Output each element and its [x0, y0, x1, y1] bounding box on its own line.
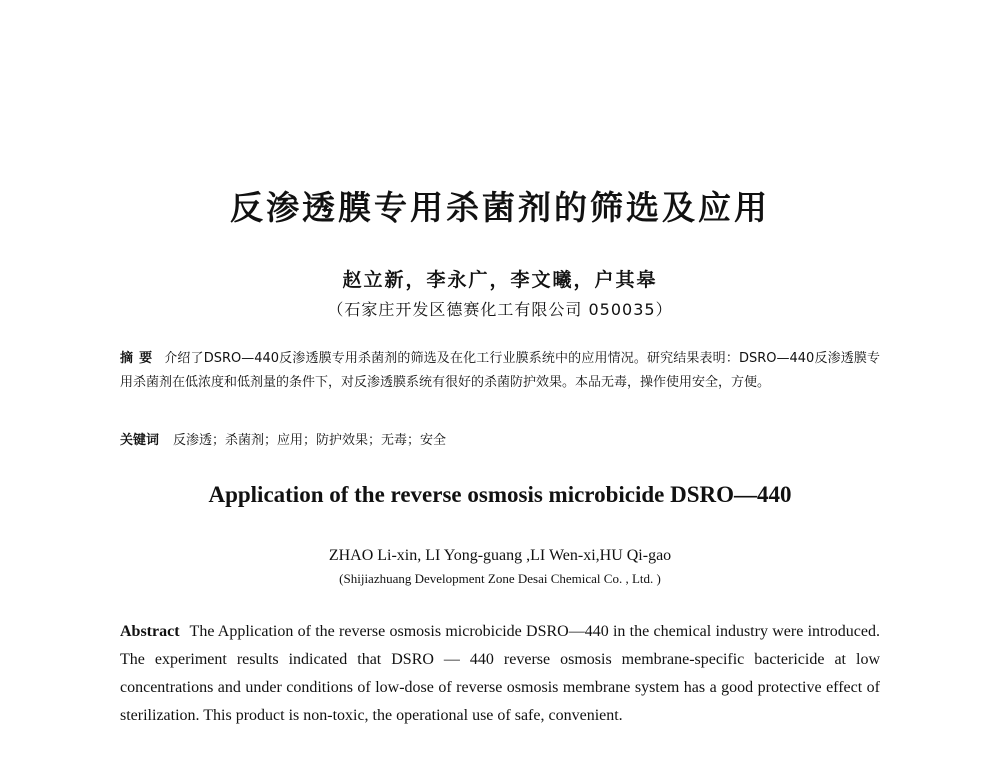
english-title: Application of the reverse osmosis microbicide DSRO—440	[208, 482, 792, 507]
chinese-abstract	[120, 347, 880, 395]
english-abstract-text: The Application of the reverse osmosis microbicide DSRO—440 in the chemical industry were introduced. The experiment results indicated that DSRO — 440 reverse osmosis membrane-specific bactericide at low concentrations and under conditions of low-dose of reverse osmosis membrane system has a good protective effect of sterilization. This product is non-toxic, the operational use of safe, convenient.	[120, 623, 880, 724]
english-abstract-label: Abstract	[120, 623, 180, 640]
chinese-abstract-text: 介绍了DSRO—440反渗透膜专用杀菌剂的筛选及在化工行业膜系统中的应用情况。研究结果表明：DSRO—440反渗透膜专用杀菌剂在低浓度和低剂量的条件下，对反渗透膜系统有很好的杀菌防护效果。本品无毒，操作使用安全，方便。	[120, 351, 880, 390]
chinese-title: 反渗透膜专用杀菌剂的筛选及应用	[230, 188, 770, 227]
english-authors: ZHAO Li-xin, LI Yong-guang ,LI Wen-xi,HU Qi-gao	[328, 547, 672, 564]
chinese-abstract-label: 摘要	[120, 351, 159, 366]
english-abstract	[120, 618, 880, 730]
chinese-keywords-text: 反渗透；杀菌剂；应用；防护效果；无毒；安全	[173, 433, 447, 448]
english-affiliation: (Shijiazhuang Development Zone Desai Chemical Co. , Ltd. )	[339, 571, 661, 586]
chinese-keywords	[120, 429, 880, 453]
chinese-affiliation: （石家庄开发区德赛化工有限公司 050035）	[327, 300, 673, 319]
chinese-keywords-label: 关键词	[120, 433, 160, 448]
chinese-authors: 赵立新，李永广，李文曦，户其皋	[342, 269, 658, 291]
